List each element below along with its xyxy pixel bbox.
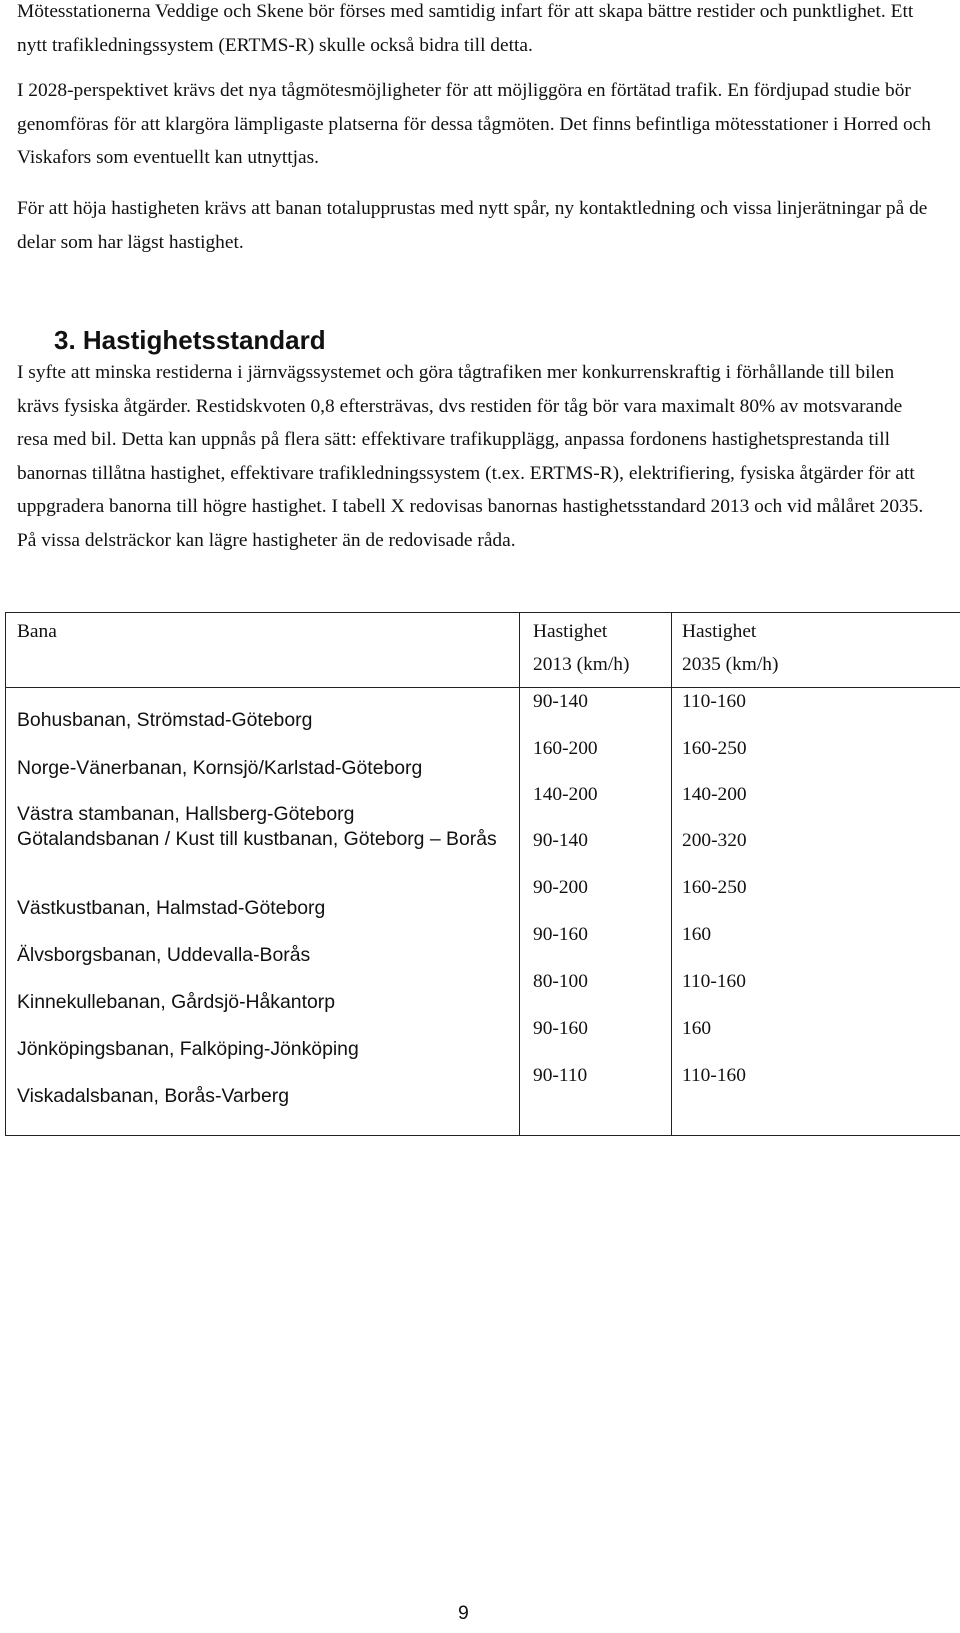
speed-2013: 90-140	[533, 691, 588, 712]
row-name: Älvsborgsbanan, Uddevalla-Borås	[17, 944, 311, 966]
header-bana: Bana	[17, 621, 57, 642]
speed-2035: 160	[682, 924, 712, 945]
page-number: 9	[458, 1602, 469, 1624]
paragraph-2028-perspektiv: I 2028-perspektivet krävs det nya tågmötesmöjligheter för att möjliggöra en förtätad trafik. En fördjupad studie bör genomföras för att klargöra lämpligaste platserna för dessa tågmöten. Det finns befintliga mötesstationer i Horred och Viskafors som eventuellt kan utnyttjas.	[17, 80, 931, 168]
header-2035-line1: Hastighet	[682, 621, 757, 642]
cell-speeds-2013	[520, 688, 672, 1136]
speed-2035: 140-200	[682, 784, 747, 805]
speed-2035: 110-160	[682, 691, 746, 712]
header-2013	[533, 615, 629, 681]
speed-standard-table	[5, 612, 960, 1136]
speed-2035: 200-320	[682, 830, 747, 851]
row-name: Viskadalsbanan, Borås-Varberg	[17, 1085, 289, 1107]
table-header-row	[6, 613, 960, 688]
header-2013-line1: Hastighet	[533, 621, 608, 642]
header-2035	[682, 615, 778, 681]
header-2013-line2: 2013 (km/h)	[533, 654, 630, 675]
header-cell-bana	[6, 613, 520, 688]
speed-2013: 90-160	[533, 924, 588, 945]
cell-speeds-2035	[672, 688, 960, 1136]
speed-2013: 90-160	[533, 1018, 588, 1039]
speed-2013: 80-100	[533, 971, 588, 992]
header-2035-line2: 2035 (km/h)	[682, 654, 779, 675]
speed-2035: 110-160	[682, 1065, 746, 1086]
speed-2013: 90-200	[533, 877, 588, 898]
header-cell-2013	[520, 613, 672, 688]
speed-2013: 90-140	[533, 830, 588, 851]
cell-bana-names	[6, 688, 520, 1136]
speed-2013: 90-110	[533, 1065, 588, 1086]
row-name: Västra stambanan, Hallsberg-Göteborg	[17, 803, 355, 825]
row-name: Jönköpingsbanan, Falköping-Jönköping	[17, 1038, 359, 1060]
speed-2013: 160-200	[533, 738, 598, 759]
paragraph-hastighetsstandard: I syfte att minska restiderna i järnvägssystemet och göra tågtrafiken mer konkurrenskraftig i förhållande till bilen krävs fysiska åtgärder. Restidskvoten 0,8 eftersträvas, dvs restiden för tåg bör vara maximalt 80% av motsvarande resa med bil. Detta kan uppnås på flera sätt: effektivare trafikupplägg, anpassa fordonens hastighetsprestanda till banornas tillåtna hastighet, effektivare trafikledningssystem (t.ex. ERTMS-R), elektrifiering, fysiska åtgärder för att uppgradera banorna till högre hastighet. I tabell X redovisas banornas hastighetsstandard 2013 och vid målåret 2035. På vissa delsträckor kan lägre hastigheter än de redovisade råda.	[17, 362, 924, 551]
row-name: Kinnekullebanan, Gårdsjö-Håkantorp	[17, 991, 335, 1013]
header-cell-2035	[672, 613, 960, 688]
table-body-row	[6, 688, 960, 1136]
row-name: Västkustbanan, Halmstad-Göteborg	[17, 897, 326, 919]
row-name: Bohusbanan, Strömstad-Göteborg	[17, 709, 313, 731]
speed-2035: 110-160	[682, 971, 746, 992]
speed-2035: 160-250	[682, 877, 747, 898]
speed-2013: 140-200	[533, 784, 598, 805]
speed-2035: 160-250	[682, 738, 747, 759]
speed-2035: 160	[682, 1018, 712, 1039]
paragraph-hastighet: För att höja hastigheten krävs att banan totalupprustas med nytt spår, ny kontaktledning och vissa linjerätningar på de delar som har lägst hastighet.	[17, 198, 928, 253]
paragraph-mötesstationer: Mötesstationerna Veddige och Skene bör förses med samtidig infart för att skapa bättre restider och punktlighet. Ett nytt trafikledningssystem (ERTMS-R) skulle också bidra till detta.	[17, 1, 914, 56]
row-name: Norge-Vänerbanan, Kornsjö/Karlstad-Göteborg	[17, 757, 423, 779]
section-heading: 3. Hastighetsstandard	[54, 325, 326, 355]
row-name: Götalandsbanan / Kust till kustbanan, Göteborg – Borås	[17, 828, 497, 850]
